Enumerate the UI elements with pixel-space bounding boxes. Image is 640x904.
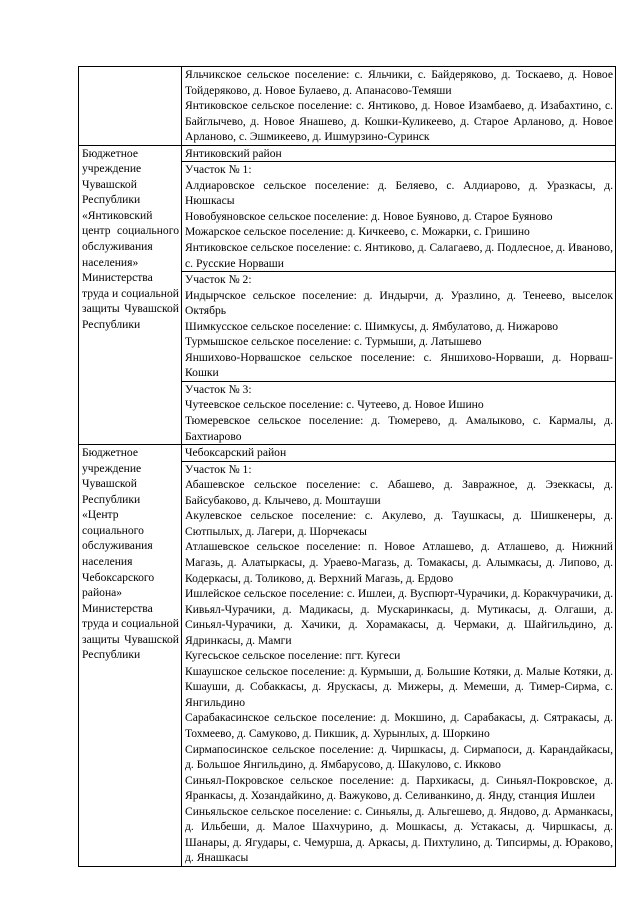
settlement-paragraph: Яншихово-Норвашское сельское поселение: с. Яншихово-Норваши, д. Норваш-Кошки	[185, 350, 613, 380]
content-cell	[182, 381, 616, 444]
table-row	[79, 67, 616, 146]
content-cell	[182, 461, 616, 866]
settlement-paragraph: Янтиковское сельское поселение: с. Янтиково, д. Новое Изамбаево, д. Изабахтино, с. Байглычево, д. Новое Янашево, д. Кошки-Куликеево, д. Старое Арланово, д. Новое Арланово, с. Эшмикеево, д. Ишмурзино-Суринск	[185, 99, 613, 144]
settlement-paragraph: Тюмеревское сельское поселение: д. Тюмерево, д. Амалыково, с. Кармалы, д. Бахтиарово	[185, 414, 613, 443]
settlement-paragraph: Синьял-Покровское сельское поселение: д. Пархикасы, д. Синьял-Покровское, д. Яранкасы, д. Хозандайкино, д. Важуково, д. Селиванкино, д. Янду, станция Ишлеи	[185, 773, 613, 803]
district-title: Янтиковский район	[182, 145, 616, 162]
settlement-paragraph: Чутеевское сельское поселение: с. Чутеево, д. Новое Ишино	[185, 398, 484, 412]
settlement-paragraph: Сирмапосинское сельское поселение: д. Чиршкасы, д. Сирмапоси, д. Карандайкасы, д. Большое Янгильдино, д. Ямбарусово, д. Шакулово, с. Икково	[185, 742, 613, 772]
table-row	[79, 145, 616, 162]
settlement-paragraph: Алдиаровское сельское поселение: д. Беляево, с. Алдиарово, д. Уразкасы, д. Нюшкасы	[185, 178, 613, 208]
settlement-paragraph: Абашевское сельское поселение: с. Абашево, д. Завражное, д. Эзеккасы, д. Байсубаково, д. Клычево, д. Моштауши	[185, 478, 613, 507]
district-title: Чебоксарский район	[182, 445, 616, 462]
settlement-paragraph: Атлашевское сельское поселение: п. Новое Атлашево, д. Атлашево, д. Нижний Магазь, д. Алатыркасы, д. Ураево-Магазь, д. Томакасы, д. Алымкасы, д. Липово, д. Кодеркасы, д. Толиково, д. Верхний Магазь, д. Ердово	[185, 540, 613, 585]
section-label: Участок № 1:	[185, 462, 252, 476]
section-label: Участок № 1:	[185, 163, 252, 177]
settlement-paragraph: Акулевское сельское поселение: с. Акулево, д. Таушкасы, д. Шишкенеры, д. Сютпылых, д. Лагери, д. Шорчекасы	[185, 509, 613, 538]
settlement-paragraph: Янтиковское сельское поселение: с. Янтиково, д. Салагаево, д. Подлесное, д. Иваново, с. Русские Норваши	[185, 241, 613, 270]
org-cell: Бюджетное учреждение Чувашской Республики «Центр социального обслуживания населения Чебоксарского района» Министерства труда и социальной защиты Чувашской Республики	[79, 445, 182, 867]
settlement-paragraph: Синьяльское сельское поселение: с. Синьялы, д. Альгешево, д. Яндово, д. Арманкасы, д. Ильбеши, д. Малое Шахчурино, д. Мошкасы, д. Устакасы, д. Чиршкасы, д. Шанары, д. Ягудары, с. Чемурша, д. Аркасы, д. Пихтулино, д. Типсирмы, д. Юраково, д. Янашкасы	[185, 804, 613, 865]
settlement-paragraph: Шимкусское сельское поселение: с. Шимкусы, д. Ямбулатово, д. Нижарово	[185, 319, 559, 333]
org-cell: Бюджетное учреждение Чувашской Республики «Янтиковский центр социального обслуживания населения» Министерства труда и социальной защиты Чувашской Республики	[79, 145, 182, 444]
settlement-paragraph: Кугесьское сельское поселение: пгт. Кугеси	[185, 649, 401, 663]
settlements-table	[78, 66, 616, 867]
settlement-paragraph: Турмышское сельское поселение: с. Турмыши, д. Латышево	[185, 335, 482, 349]
content-cell	[182, 67, 616, 146]
settlement-paragraph: Индырчское сельское поселение: д. Индырчи, д. Уразлино, д. Тенеево, выселок Октябрь	[185, 288, 613, 318]
section-label: Участок № 3:	[185, 382, 252, 396]
table-row	[79, 445, 616, 462]
content-cell	[182, 272, 616, 382]
org-cell	[79, 67, 182, 146]
settlement-paragraph: Можарское сельское поселение: д. Кичкеево, с. Можарки, с. Гришино	[185, 225, 530, 239]
settlement-paragraph: Ишлейское сельское поселение: с. Ишлеи, д. Вуспюрт-Чурачики, д. Коракчурачики, д. Кивьял-Чурачики, д. Мадикасы, д. Мускаринкасы, д. Мутикасы, д. Олгаши, д. Синьял-Чурачики, д. Хачики, д. Хорамакасы, д. Чермаки, д. Шайгильдино, д. Ядринкасы, д. Мамги	[185, 587, 613, 647]
settlement-paragraph: Кшаушское сельское поселение: д. Курмыши, д. Большие Котяки, д. Малые Котяки, д. Кшауши, д. Собаккасы, д. Ярускасы, д. Мижеры, д. Мемеши, д. Тимер-Сирма, с. Янгильдино	[185, 664, 613, 709]
settlement-paragraph: Яльчикское сельское поселение: с. Яльчики, с. Байдеряково, д. Тоскаево, д. Новое Тойдеряково, д. Новое Булаево, д. Апанасово-Темяши	[185, 68, 613, 97]
settlement-paragraph: Сарабакасинское сельское поселение: д. Мокшино, д. Сарабакасы, д. Сятракасы, д. Тохмеево, д. Самуково, д. Пикшик, д. Хурынлых, д. Шоркино	[185, 711, 613, 740]
content-cell	[182, 162, 616, 272]
settlement-paragraph: Новобуяновское сельское поселение: д. Новое Буяново, д. Старое Буяново	[185, 209, 553, 223]
section-label: Участок № 2:	[185, 273, 252, 287]
